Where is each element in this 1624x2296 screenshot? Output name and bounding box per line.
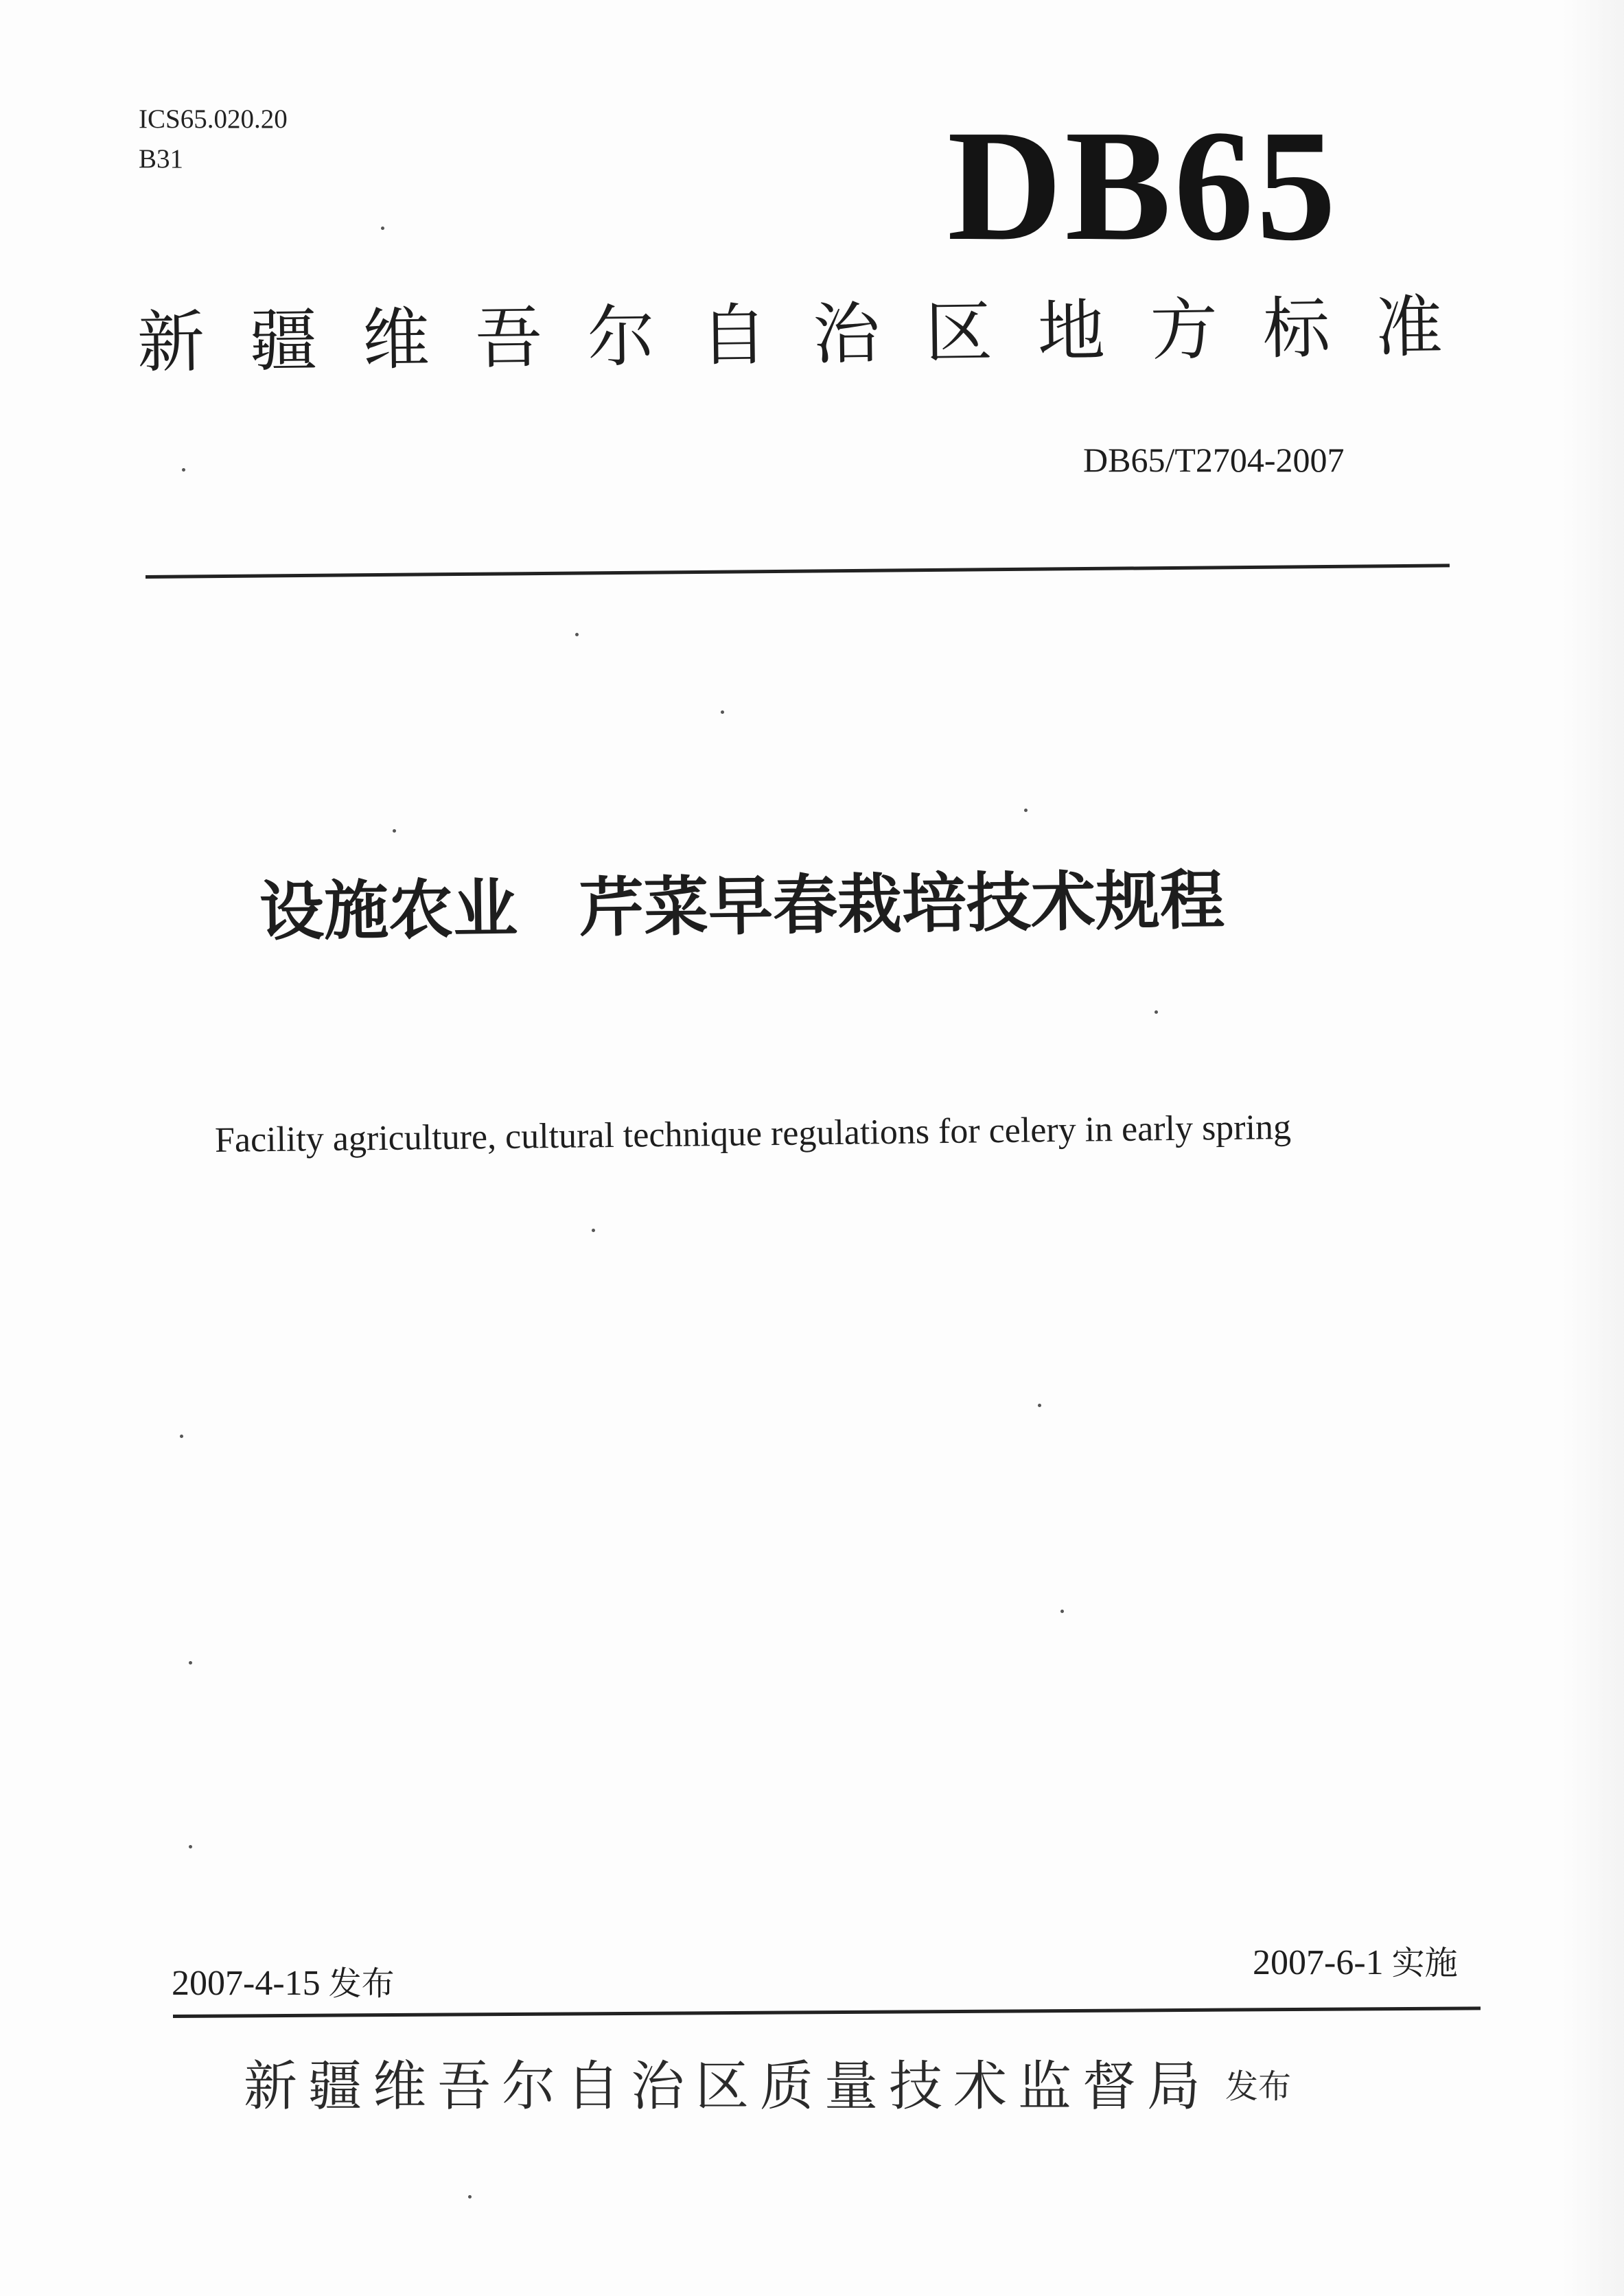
- title-part-1: 设施农业: [259, 872, 518, 950]
- issuer-name: 新疆维吾尔自治区质量技术监督局: [244, 2056, 1212, 2118]
- scan-speck: [189, 1845, 192, 1848]
- scan-speck: [575, 633, 579, 636]
- scan-speck: [721, 710, 724, 714]
- effective-date-line: [1253, 1941, 1458, 1985]
- standard-number: DB65/T2704-2007: [1083, 441, 1345, 479]
- publish-label: 发布: [328, 1964, 395, 2003]
- english-title: Facility agriculture, cultural technique regulations for celery in early spring: [214, 1107, 1292, 1160]
- scan-speck: [393, 829, 396, 833]
- classification-codes: [139, 100, 288, 179]
- scan-speck: [180, 1435, 183, 1438]
- scan-shadow: [1562, 0, 1624, 2296]
- scan-speck: [1038, 1404, 1041, 1407]
- scan-speck: [189, 1661, 192, 1665]
- document-title: [259, 863, 1225, 951]
- publish-date: 2007-4-15: [172, 1964, 321, 2003]
- publish-date-line: [172, 1962, 395, 2006]
- footer-divider: [173, 2006, 1481, 2018]
- scan-speck: [182, 468, 185, 472]
- scan-speck: [381, 227, 384, 230]
- issuer-line: [244, 2052, 1291, 2121]
- title-part-2: 芹菜早春栽培技术规程: [579, 863, 1225, 947]
- scan-speck: [468, 2195, 472, 2199]
- ccs-code: B31: [139, 144, 184, 174]
- effective-label: 实施: [1391, 1944, 1458, 1982]
- scan-speck: [1155, 1010, 1158, 1014]
- ics-code: ICS65.020.20: [139, 104, 288, 134]
- standard-type-title: 新疆维吾尔自治区地方标准: [137, 287, 1489, 382]
- scan-speck: [1060, 1610, 1064, 1613]
- header-divider: [146, 564, 1450, 579]
- scan-speck: [592, 1229, 595, 1232]
- scan-speck: [1024, 809, 1028, 812]
- standard-mark: DB65: [947, 97, 1339, 274]
- effective-date: 2007-6-1: [1253, 1943, 1384, 1982]
- issuer-label: 发布: [1225, 2067, 1292, 2106]
